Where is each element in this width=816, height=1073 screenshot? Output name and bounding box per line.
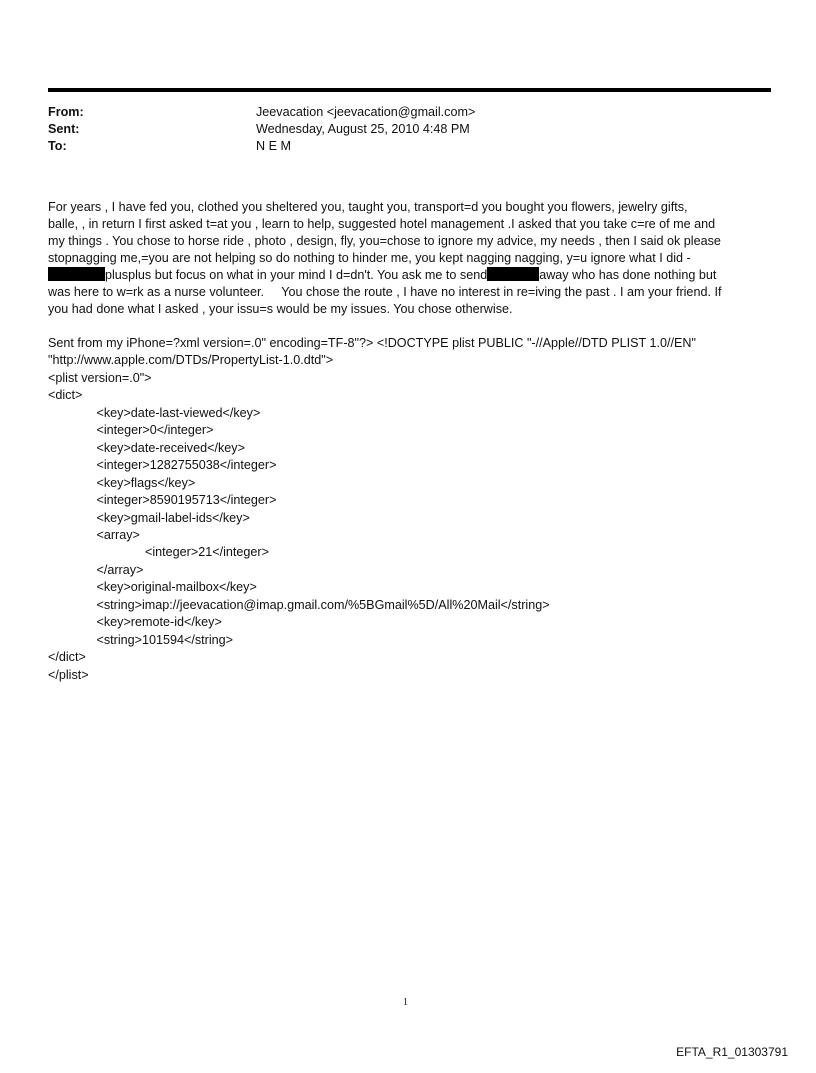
plist-line: </plist>	[48, 667, 89, 682]
from-label: From:	[48, 105, 84, 119]
body-line: was here to w=rk as a nurse volunteer. You chose the route , I have no interest in re=iving the past . I am your friend. If	[48, 285, 722, 299]
plist-line: </array>	[96, 562, 144, 577]
plist-line: <integer>21</integer>	[145, 545, 269, 560]
body-line: my things . You chose to horse ride , photo , design, fly, you=chose to ignore my advice, my needs , then I said ok please	[48, 234, 721, 248]
body-line: For years , I have fed you, clothed you sheltered you, taught you, transport=d you bought you flowers, jewelry gifts,	[48, 200, 688, 214]
body-line: stopnagging me,=you are not helping so do nothing to hinder me, you kept nagging nagging, y=u ignore what I did -	[48, 251, 691, 265]
to-value: N E M	[256, 139, 291, 153]
body-line	[48, 267, 716, 284]
sent-value: Wednesday, August 25, 2010 4:48 PM	[256, 122, 470, 136]
to-label: To:	[48, 139, 67, 153]
plist-line: <array>	[96, 527, 140, 542]
redaction-box	[48, 267, 105, 281]
plist-line: <string>101594</string>	[96, 632, 234, 647]
plist-line: <key>remote-id</key>	[96, 615, 222, 630]
plist-line: <integer>0</integer>	[96, 423, 214, 438]
body-line: you had done what I asked , your issu=s would be my issues. You chose otherwise.	[48, 302, 513, 316]
plist-line: "http://www.apple.com/DTDs/PropertyList-1.0.dtd">	[48, 353, 334, 368]
plist-line: <key>date-received</key>	[96, 440, 245, 455]
plist-line: </dict>	[48, 650, 86, 665]
plist-line: <plist version=.0">	[48, 370, 152, 385]
header-rule	[48, 88, 771, 92]
plist-line: <integer>1282755038</integer>	[96, 458, 277, 473]
redaction-box	[487, 267, 539, 281]
plist-line: <integer>8590195713</integer>	[96, 493, 277, 508]
body-text: away who has done nothing but	[539, 268, 717, 282]
body-text: plusplus but focus on what in your mind I d=dn't. You ask me to send	[105, 268, 488, 282]
plist-line: <string>imap://jeevacation@imap.gmail.com/%5BGmail%5D/All%20Mail</string>	[96, 597, 550, 612]
body-line: balle, , in return I first asked t=at you , learn to help, suggested hotel management .I asked that you take c=re of me and	[48, 217, 716, 231]
plist-line: <key>date-last-viewed</key>	[96, 405, 261, 420]
sent-label: Sent:	[48, 122, 80, 136]
plist-line: <key>flags</key>	[96, 475, 196, 490]
plist-line: <dict>	[48, 388, 83, 403]
plist-line: Sent from my iPhone=?xml version=.0" encoding=TF-8"?> <!DOCTYPE plist PUBLIC "-//Apple//DTD PLIST 1.0//EN"	[48, 336, 696, 350]
document-id: EFTA_R1_01303791	[676, 1045, 788, 1059]
page-number: 1	[403, 997, 408, 1008]
plist-line: <key>original-mailbox</key>	[96, 580, 257, 595]
from-value: Jeevacation <jeevacation@gmail.com>	[256, 105, 476, 119]
plist-line: <key>gmail-label-ids</key>	[96, 510, 250, 525]
